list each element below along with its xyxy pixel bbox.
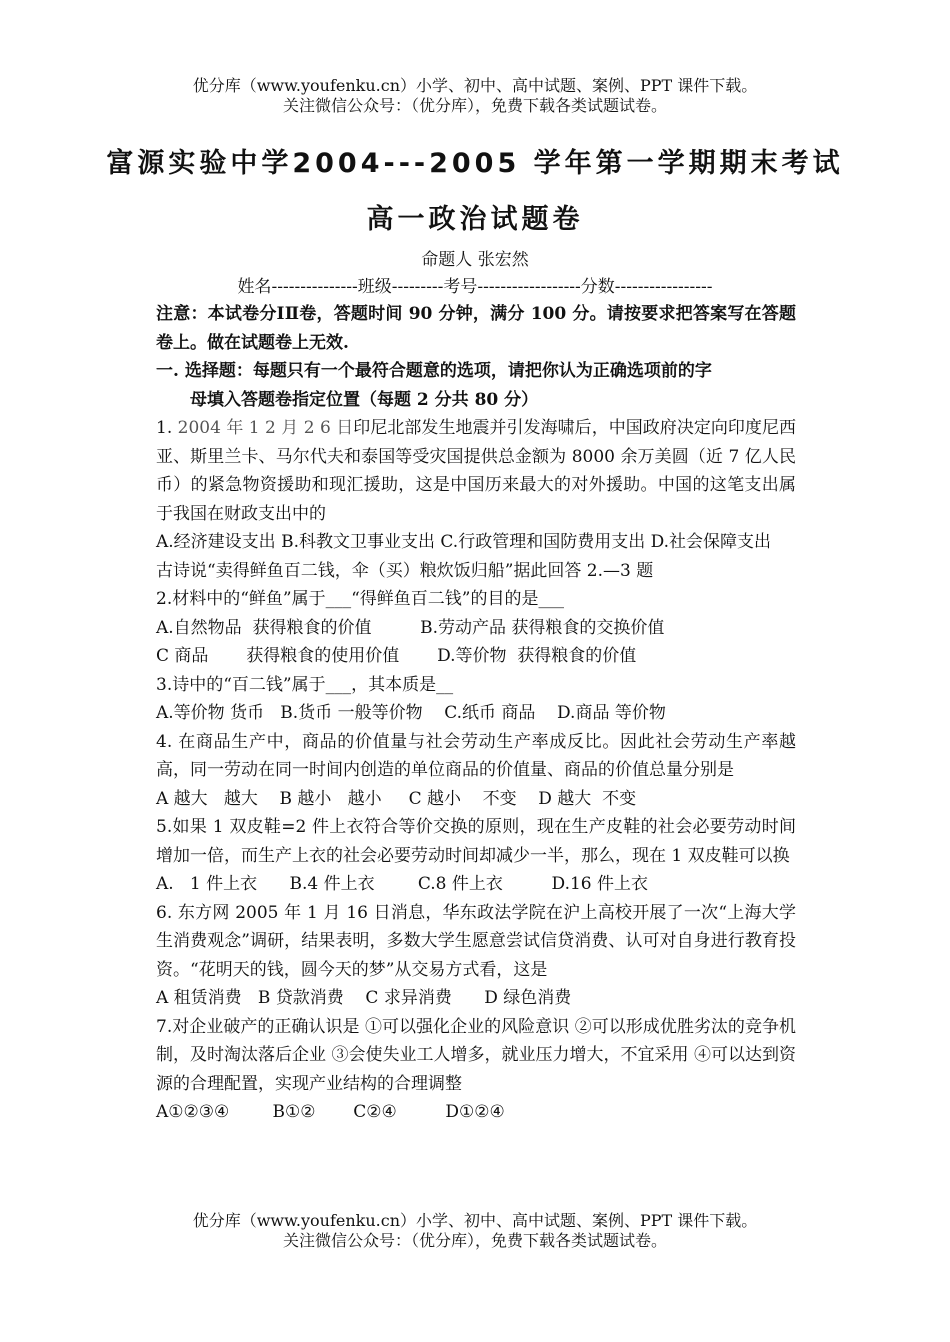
header-line-1: 优分库（www.youfenku.cn）小学、初中、高中试题、案例、PPT 课件下载。	[192, 76, 758, 95]
question-3-stem: 3.诗中的“百二钱”属于___，其本质是__	[156, 674, 454, 695]
question-4-stem: 4. 在商品生产中，商品的价值量与社会劳动生产率成反比。因此社会劳动生产率越高，同一劳动在同一时间内创造的单位商品的价值量、商品的价值总量分别是	[156, 731, 796, 780]
exam-content	[156, 300, 796, 1127]
header-line-2: 关注微信公众号：（优分库），免费下载各类试题试卷。	[282, 96, 667, 115]
notice: 注意：本试卷分ⅠⅡ卷，答题时间 90 分钟，满分 100 分。请按要求把答案写在答题卷上。做在试题卷上无效.	[156, 304, 796, 353]
question-1-stem: 印尼北部发生地震并引发海啸后，中国政府决定向印度尼西亚、斯里兰卡、马尔代夫和泰国等受灾国提供总金额为 8000 余万美圆（近 7 亿人民币）的紧急物资援助和现汇援助，这是中国历来最大的对外援助。中国的这笔支出属于我国在财政支出中的	[156, 418, 797, 524]
question-5-options: A. 1 件上衣 B.4 件上衣 C.8 件上衣 D.16 件上衣	[156, 874, 649, 894]
footer-line-1: 优分库（www.youfenku.cn）小学、初中、高中试题、案例、PPT 课件下载。	[192, 1211, 758, 1230]
poem-intro: 古诗说“卖得鲜鱼百二钱，伞（买）粮炊饭归船”据此回答 2.—3 题	[156, 560, 654, 581]
section-1-heading: 一. 选择题：每题只有一个最符合题意的选项，请把你认为正确选项前的字	[156, 361, 712, 381]
question-1-options: A.经济建设支出 B.科教文卫事业支出 C.行政管理和国防费用支出 D.社会保障支出	[156, 532, 772, 552]
header-banner	[0, 76, 950, 116]
section-1-heading-cont: 母填入答题卷指定位置（每题 2 分共 80 分）	[190, 389, 539, 410]
student-info-fields: 姓名---------------班级---------考号------------------分数-----------------	[237, 277, 713, 297]
exam-title: 富源实验中学2004---2005 学年第一学期期末考试	[106, 148, 844, 179]
question-2-stem: 2.材料中的“鲜鱼”属于___“得鲜鱼百二钱”的目的是___	[156, 589, 564, 609]
question-6-stem: 6. 东方网 2005 年 1 月 16 日消息，华东政法学院在沪上高校开展了一次“上海大学生消费观念”调研，结果表明，多数大学生愿意尝试信贷消费、认可对自身进行教育投资。“花明天的钱，圆今天的梦”从交易方式看，这是	[156, 902, 796, 980]
exam-subtitle: 高一政治试题卷	[366, 204, 584, 235]
question-7-options: A①②③④ B①② C②④ D①②④	[156, 1102, 505, 1122]
question-1	[156, 414, 796, 528]
question-3-options: A.等价物 货币 B.货币 一般等价物 C.纸币 商品 D.商品 等价物	[156, 703, 666, 723]
author-line: 命题人 张宏然	[421, 250, 529, 270]
question-4-options: A 越大 越大 B 越小 越小 C 越小 不变 D 越大 不变	[156, 788, 637, 809]
question-5-stem: 5.如果 1 双皮鞋=2 件上衣符合等价交换的原则，现在生产皮鞋的社会必要劳动时间增加一倍，而生产上衣的社会必要劳动时间却减少一半，那么，现在 1 双皮鞋可以换	[156, 817, 796, 866]
question-2-options-ab: A.自然物品 获得粮食的价值 B.劳动产品 获得粮食的交换价值	[156, 617, 665, 638]
footer-banner	[0, 1211, 950, 1251]
question-7-stem: 7.对企业破产的正确认识是 ①可以强化企业的风险意识 ②可以形成优胜劣汰的竞争机制，及时淘汰落后企业 ③会使失业工人增多，就业压力增大，不宜采用 ④可以达到资源的合理配置，实现产业结构的合理调整	[156, 1016, 796, 1094]
question-6-options: A 租赁消费 B 贷款消费 C 求异消费 D 绿色消费	[156, 988, 572, 1008]
question-1-number: 1.	[156, 418, 178, 438]
question-2-options-cd: C 商品 获得粮食的使用价值 D.等价物 获得粮食的价值	[156, 646, 637, 666]
question-1-date: 2004 年 1 2 月 2 6 日	[177, 418, 354, 438]
footer-line-2: 关注微信公众号：（优分库），免费下载各类试题试卷。	[282, 1231, 667, 1250]
